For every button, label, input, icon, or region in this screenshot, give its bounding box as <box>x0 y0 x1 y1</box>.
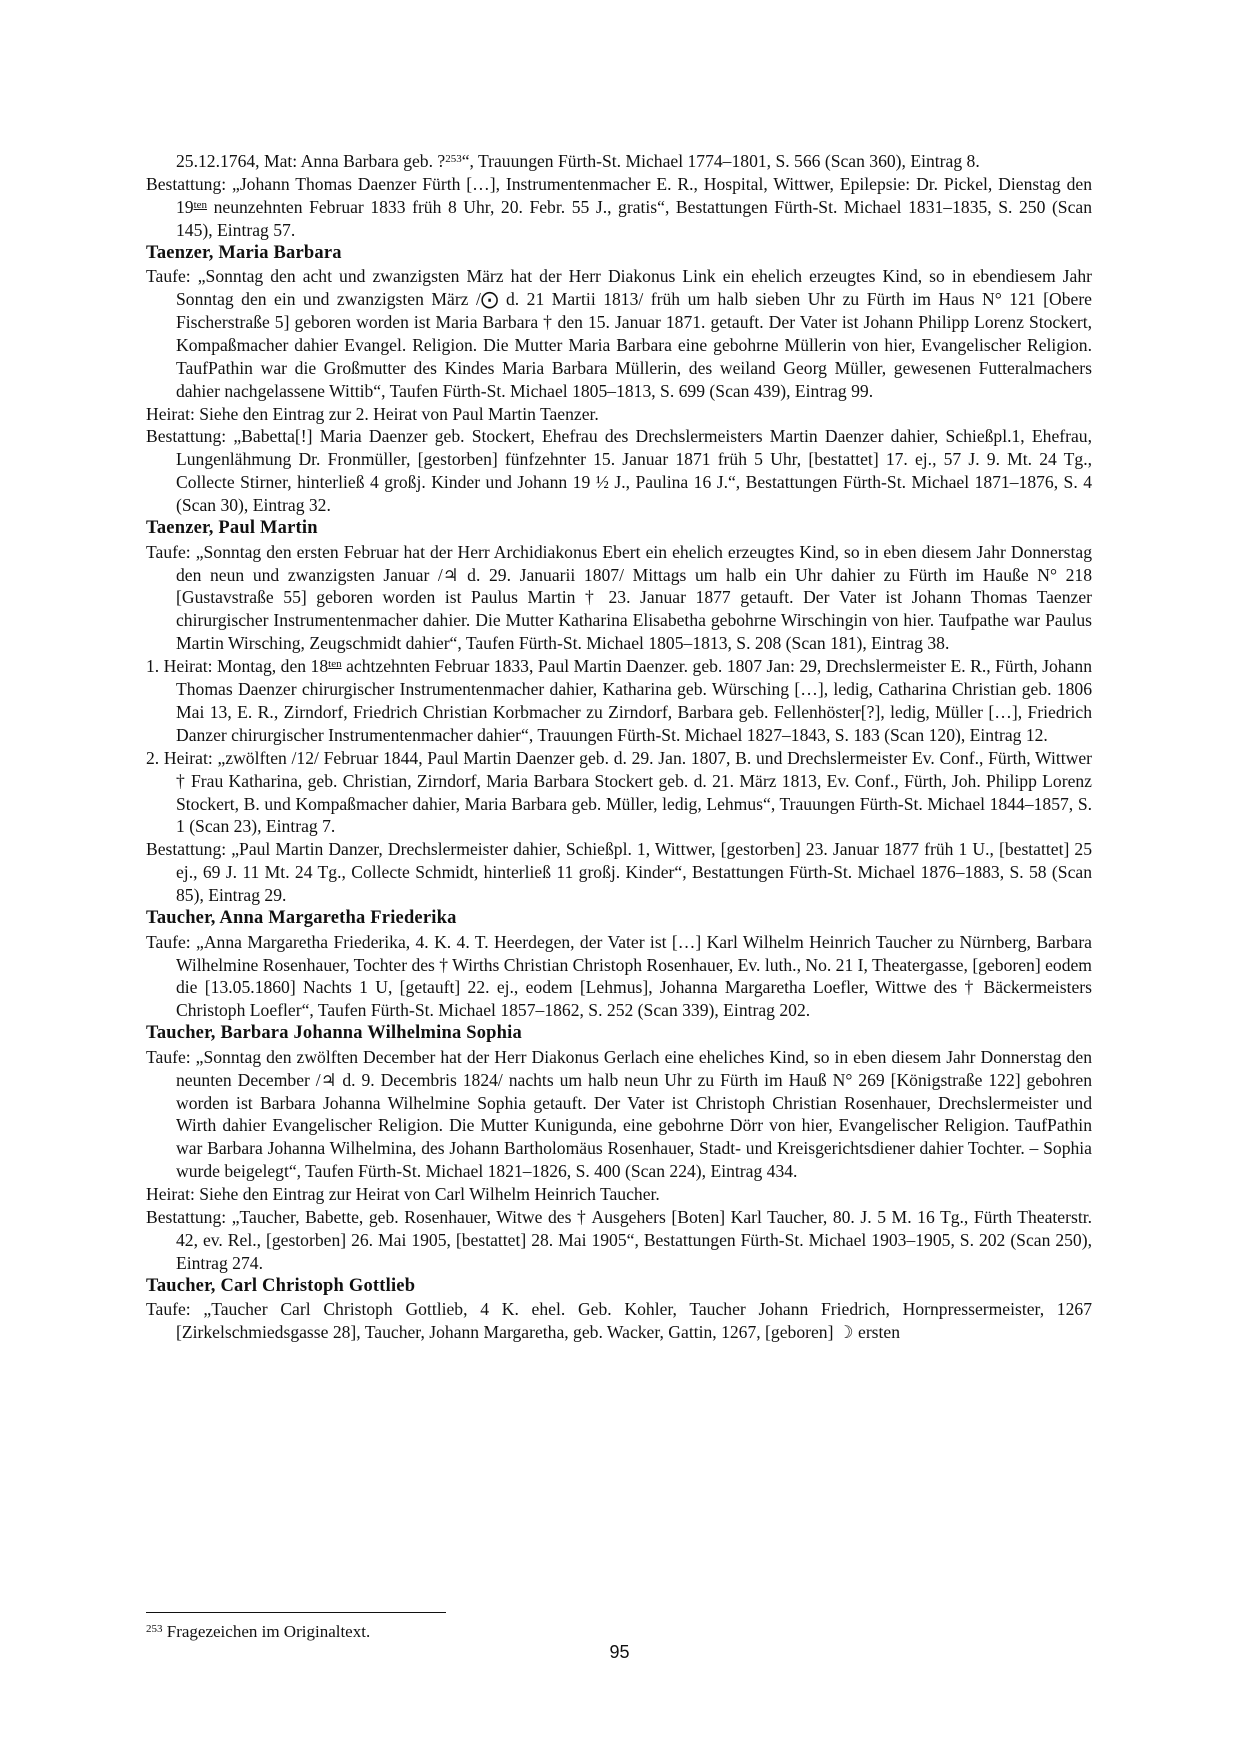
marriage-text-rest: achtzehnten Februar 1833, Paul Martin Daenzer. geb. 1807 Jan: 29, Drechslermeister E. R., Fürth, Johann Thomas Daenzer chirurgischer Instrumentenmacher dahier, Katharina geb. Würsching […], ledig, Catharina Christian geb. 1806 Mai 13, E. R., Zirndorf, Friedrich Christian Korbmacher zu Zirndorf, Barbara geb. Fellenhöster[?], ledig, Müller […], Friedrich Danzer chirurgischer Instrumentenmacher dahier“, Trauungen Fürth-St. Michael 1827–1843, S. 183 (Scan 120), Eintrag 12. <box>176 656 1092 745</box>
baptism-entry: Taufe: „Sonntag den ersten Februar hat der Herr Archidiakonus Ebert ein ehelich erzeugtes Kind, so in eben diesem Jahr Donnerstag den neun und zwanzigsten Januar /♃ d. 29. Januarii 1807/ Mittags um halb ein Uhr dahier zu Fürth im Hauße N° 218 [Gustavstraße 55] geboren worden ist Paulus Martin † 23. Januar 1877 getauft. Der Vater ist Johann Thomas Taenzer chirurgischer Instrumentenmacher dahier. Die Mutter Katharina Elisabetha gebohrne Wirschingin von hier. Taufpathe war Paulus Martin Wirsching, Zeugschmidt dahier“, Taufen Fürth-St. Michael 1805–1813, S. 208 (Scan 181), Eintrag 38. <box>146 541 1092 654</box>
person-heading: Taucher, Barbara Johanna Wilhelmina Sophia <box>146 1023 522 1044</box>
person-heading: Taenzer, Paul Martin <box>146 518 318 539</box>
document-body <box>146 150 1092 1344</box>
page-number: 95 <box>609 1642 630 1662</box>
person-heading: Taucher, Anna Margaretha Friederika <box>146 908 457 929</box>
footnote-ref[interactable]: 253 <box>445 153 462 165</box>
burial-entry: Bestattung: „Taucher, Babette, geb. Rosenhauer, Witwe des † Ausgehers [Boten] Karl Taucher, 80. J. 5 M. 16 Tg., Fürth Theaterstr. 42, ev. Rel., [gestorben] 26. Mai 1905, [bestattet] 28. Mai 1905“, Bestattungen Fürth-St. Michael 1903–1905, S. 202 (Scan 250), Eintrag 274. <box>146 1207 1092 1273</box>
person-heading: Taenzer, Maria Barbara <box>146 242 342 263</box>
ordinal-suffix: ten <box>193 198 208 211</box>
baptism-entry: Taufe: „Sonntag den acht und zwanzigsten März hat der Herr Diakonus Link ein ehelich erzeugtes Kind, so in ebendiesem Jahr Sonntag den ein und zwanzigsten März /⨀ d. 21 Martii 1813/ früh um halb sieben Uhr zu Fürth im Haus N° 121 [Obere Fischerstraße 5] geboren worden ist Maria Barbara † den 15. Januar 1871. getauft. Der Vater ist Johann Philipp Lorenz Stockert, Kompaßmacher dahier Evangel. Religion. Die Mutter Maria Barbara eine gebohrne Müllerin von hier, Evangelischer Religion. TaufPathin war die Großmutter des Kindes Maria Barbara Müllerin, des weiland Georg Müller, gewesenen Futteralmachers dahier nachgelassene Wittib“, Taufen Fürth-St. Michael 1805–1813, S. 699 (Scan 439), Eintrag 99. <box>146 266 1092 401</box>
baptism-entry: Taufe: „Sonntag den zwölften December hat der Herr Diakonus Gerlach eine eheliches Kind, so in eben diesem Jahr Donnerstag den neunten December /♃ d. 9. Decembris 1824/ nachts um halb neun Uhr zu Fürth im Hauß N° 269 [Königstraße 122] gebohren worden ist Barbara Johanna Wilhelmine Sophia getauft. Der Vater ist Christoph Christian Rosenhauer, Drechslermeister und Wirth dahier Evangelischer Religion. Die Mutter Kunigunda, eine gebohrne Dörr von hier, Evangelischer Religion. TaufPathin war Barbara Johanna Wilhelmina, des Johann Bartholomäus Rosenhauer, Stadt- und Kreisgerichtsdiener dahier Tochter. – Sophia wurde beigelegt“, Taufen Fürth-St. Michael 1821–1826, S. 400 (Scan 224), Eintrag 434. <box>146 1046 1092 1182</box>
footnote-divider <box>146 1612 446 1613</box>
person-heading: Taucher, Carl Christoph Gottlieb <box>146 1275 416 1296</box>
burial-entry: Bestattung: „Babetta[!] Maria Daenzer geb. Stockert, Ehefrau des Drechslermeisters Martin Daenzer dahier, Schießpl.1, Ehefrau, Lungenlähmung Dr. Fronmüller, [gestorben] fünfzehnter 15. Januar 1871 früh 5 Uhr, [bestattet] 17. ej., 57 J. 9. Mt. 24 Tg., Collecte Stirner, hinterließ 4 großj. Kinder und Johann 19 ½ J., Paulina 16 J.“, Bestattungen Fürth-St. Michael 1871–1876, S. 4 (Scan 30), Eintrag 32. <box>146 426 1092 516</box>
burial-text: Bestattung: „Johann Thomas Daenzer Fürth […], Instrumentenmacher E. R., Hospital, Wittwer, Epilepsie: Dr. Pickel, Dienstag den 19 <box>146 173 1092 217</box>
marriage-continuation-rest: “, Trauungen Fürth-St. Michael 1774–1801, S. 566 (Scan 360), Eintrag 8. <box>461 151 980 171</box>
footnote-text: Fragezeichen im Originaltext. <box>162 1622 371 1641</box>
marriage-entry-2: 2. Heirat: „zwölften /12/ Februar 1844, Paul Martin Daenzer geb. d. 29. Jan. 1807, B. und Drechslermeister Ev. Conf., Fürth, Wittwer † Frau Katharina, geb. Christian, Zirndorf, Maria Barbara Stockert geb. d. 21. März 1813, Ev. Conf., Fürth, Joh. Philipp Lorenz Stockert, B. und Kompaßmacher dahier, Maria Barbara geb. Müller, ledig, Lehmus“, Trauungen Fürth-St. Michael 1844–1857, S. 1 (Scan 23), Eintrag 7. <box>146 747 1092 837</box>
ordinal-suffix: ten <box>328 658 342 671</box>
baptism-entry: Taufe: „Anna Margaretha Friederika, 4. K. 4. T. Heerdegen, der Vater ist […] Karl Wilhelm Heinrich Taucher zu Nürnberg, Barbara Wilhelmine Rosenhauer, Tochter des † Wirths Christian Christoph Rosenhauer, Ev. luth., No. 21 I, Theatergasse, [geboren] eodem die [13.05.1860] Nachts 1 U, [getauft] 22. ej., eodem [Lehmus], Johanna Margaretha Loefler, Wittwe des † Bäckermeisters Christoph Loefler“, Taufen Fürth-St. Michael 1857–1862, S. 252 (Scan 339), Eintrag 202. <box>146 931 1092 1021</box>
marriage-entry: Heirat: Siehe den Eintrag zur Heirat von Carl Wilhelm Heinrich Taucher. <box>146 1184 660 1205</box>
burial-text-rest: neunzehnten Februar 1833 früh 8 Uhr, 20. Febr. 55 J., gratis“, Bestattungen Fürth-St. Michael 1831–1835, S. 250 (Scan 145), Eintrag 57. <box>176 196 1092 240</box>
marriage-entry: Heirat: Siehe den Eintrag zur 2. Heirat von Paul Martin Taenzer. <box>146 403 599 424</box>
marriage-continuation <box>146 150 1092 173</box>
marriage-entry-1 <box>146 655 1092 747</box>
burial-entry <box>146 173 1092 242</box>
footnote <box>146 1621 370 1643</box>
baptism-entry: Taufe: „Taucher Carl Christoph Gottlieb, 4 K. ehel. Geb. Kohler, Taucher Johann Friedrich, Hornpressermeister, 1267 [Zirkelschmiedsgasse 28], Taucher, Johann Margaretha, geb. Wacker, Gattin, 1267, [geboren] ☽ ersten <box>146 1299 1092 1343</box>
burial-entry: Bestattung: „Paul Martin Danzer, Drechslermeister dahier, Schießpl. 1, Wittwer, [gestorben] 23. Januar 1877 früh 1 U., [bestattet] 25 ej., 69 J. 11 Mt. 24 Tg., Collecte Schmidt, hinterließ 11 großj. Kinder“, Bestattungen Fürth-St. Michael 1876–1883, S. 58 (Scan 85), Eintrag 29. <box>146 839 1092 906</box>
marriage-text: 1. Heirat: Montag, den 18 <box>146 656 329 677</box>
marriage-continuation-text: 25.12.1764, Mat: Anna Barbara geb. ? <box>176 151 446 171</box>
footnote-number: 253 <box>146 1623 163 1635</box>
